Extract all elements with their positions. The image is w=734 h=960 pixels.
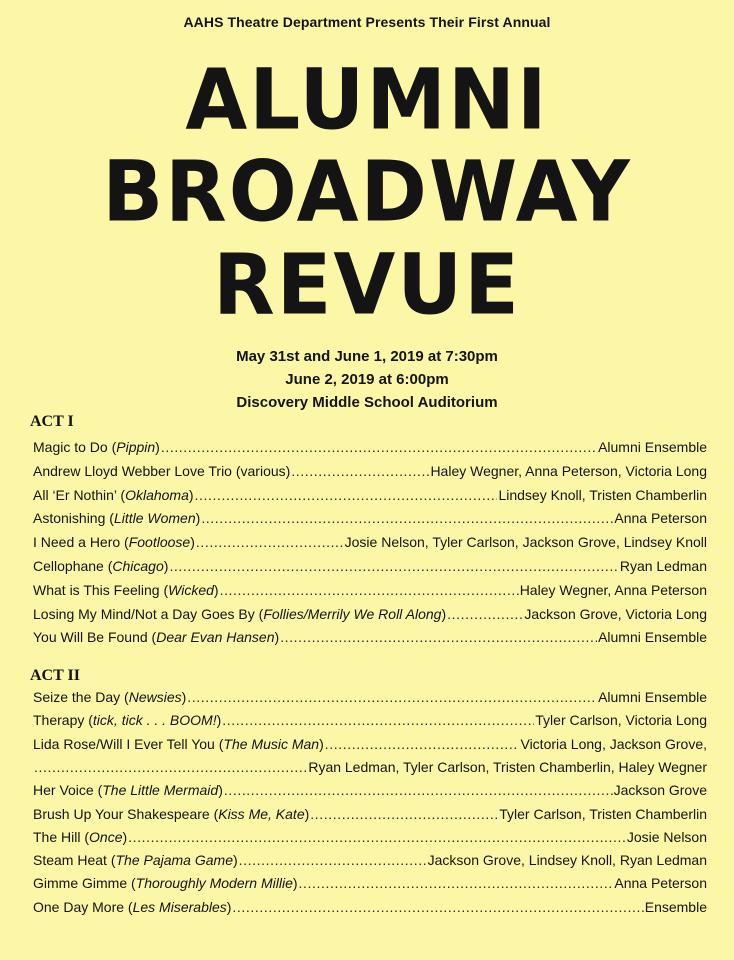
show-title: Pippin: [116, 439, 156, 455]
dot-leader: [447, 603, 523, 625]
dot-leader: [195, 484, 498, 506]
show-title: The Little Mermaid: [102, 782, 219, 799]
title-line-2: BROADWAY: [102, 142, 632, 241]
act-1-heading: ACT I: [30, 413, 74, 430]
song-title: Cellophane (Chicago): [33, 558, 169, 574]
performers: Josie Nelson: [626, 828, 707, 845]
performers: Anna Peterson: [614, 510, 707, 527]
show-title: Chicago: [112, 558, 164, 574]
program-row: [33, 531, 707, 553]
program-row: [33, 733, 707, 755]
show-title: Little Women: [113, 510, 196, 527]
performers: Jackson Grove, Lindsey Knoll, Ryan Ledman: [427, 852, 707, 869]
song-title: Gimme Gimme (Thoroughly Modern Millie): [33, 875, 298, 892]
performers: Josie Nelson, Tyler Carlson, Jackson Grove, Lindsey Knoll: [344, 534, 707, 551]
performers: Alumni Ensemble: [598, 629, 707, 646]
dot-leader: [310, 803, 498, 825]
performers: Lindsey Knoll, Tristen Chamberlin: [498, 486, 707, 503]
performers: Tyler Carlson, Victoria Long: [535, 712, 707, 729]
program-row: [33, 436, 707, 458]
performers: Ensemble: [644, 898, 707, 915]
dot-leader: [128, 826, 626, 848]
song-title: Losing My Mind/Not a Day Goes By (Follies/Merrily We Roll Along): [33, 605, 447, 622]
program-row: [33, 896, 707, 918]
performers: Alumni Ensemble: [598, 689, 707, 705]
program-row: [33, 507, 707, 529]
song-title: Magic to Do (Pippin): [33, 439, 160, 455]
program-row: [33, 460, 707, 482]
performers: Jackson Grove: [613, 782, 707, 799]
song-title: The Hill (Once): [33, 828, 128, 845]
song-title: Her Voice (The Little Mermaid): [33, 782, 223, 799]
dot-leader: [201, 507, 613, 529]
event-details: [0, 345, 734, 414]
dot-leader: [291, 460, 429, 482]
dot-leader: [161, 436, 597, 458]
dot-leader: [280, 626, 597, 648]
song-title: Lida Rose/Will I Ever Tell You (The Music Man): [33, 735, 324, 752]
show-title: Wicked: [168, 581, 214, 598]
performers: Victoria Long, Jackson Grove,: [520, 735, 707, 752]
program-row: [33, 603, 707, 625]
presenter-line: AAHS Theatre Department Presents Their First Annual: [183, 14, 551, 30]
dot-leader: [232, 896, 643, 918]
program-row: [33, 826, 707, 848]
performers: Jackson Grove, Victoria Long: [524, 605, 707, 622]
dot-leader: [325, 733, 520, 755]
performers: Haley Wegner, Anna Peterson: [519, 581, 707, 598]
dot-leader: [239, 849, 427, 871]
performers: Ryan Ledman, Tyler Carlson, Tristen Chamberlin, Haley Wegner: [308, 758, 707, 775]
show-title: tick, tick . . . BOOM!: [92, 712, 217, 729]
performers: Ryan Ledman: [619, 558, 707, 574]
show-title: Newsies: [128, 689, 182, 705]
title-line-3: REVUE: [213, 235, 521, 334]
song-title: Steam Heat (The Pajama Game): [33, 852, 238, 869]
date-line-2: June 2, 2019 at 6:00pm: [285, 371, 449, 388]
performers: Anna Peterson: [614, 875, 707, 892]
program-row: [33, 849, 707, 871]
performers: Haley Wegner, Anna Peterson, Victoria Long: [430, 462, 707, 479]
song-title: Brush Up Your Shakespeare (Kiss Me, Kate): [33, 805, 310, 822]
program-row: [33, 872, 707, 894]
program-row: [33, 756, 707, 778]
song-title: I Need a Hero (Footloose): [33, 534, 195, 551]
show-title: The Music Man: [223, 735, 320, 752]
performers: Alumni Ensemble: [598, 439, 707, 455]
performers: Tyler Carlson, Tristen Chamberlin: [499, 805, 707, 822]
show-title: Les Miserables: [132, 898, 227, 915]
song-title: One Day More (Les Miserables): [33, 898, 232, 915]
song-title: Astonishing (Little Women): [33, 510, 201, 527]
program-row: [33, 803, 707, 825]
program-row: [33, 555, 707, 577]
show-title: Dear Evan Hansen: [156, 629, 275, 646]
show-title: Follies/Merrily We Roll Along: [263, 605, 442, 622]
program-row: [33, 484, 707, 506]
show-title: The Pajama Game: [115, 852, 233, 869]
dot-leader: [196, 531, 344, 553]
show-title: Kiss Me, Kate: [218, 805, 305, 822]
song-title: Andrew Lloyd Webber Love Trio (various): [33, 462, 291, 479]
date-line-1: May 31st and June 1, 2019 at 7:30pm: [236, 348, 498, 365]
program-row: [33, 779, 707, 801]
program-row: [33, 579, 707, 601]
title-line-1: ALUMNI: [185, 50, 549, 149]
song-title: Therapy (tick, tick . . . BOOM!): [33, 712, 222, 729]
dot-leader: [187, 686, 597, 708]
dot-leader: [222, 709, 534, 731]
program-row: [33, 686, 707, 708]
dot-leader: [220, 579, 519, 601]
dot-leader: [34, 756, 307, 778]
program-row: [33, 626, 707, 648]
show-title: Oklahoma: [125, 486, 189, 503]
song-title: All ‘Er Nothin’ (Oklahoma): [33, 486, 194, 503]
song-title: You Will Be Found (Dear Evan Hansen): [33, 629, 280, 646]
act-2-heading: ACT II: [30, 667, 80, 684]
dot-leader: [299, 872, 614, 894]
show-title: Thoroughly Modern Millie: [135, 875, 293, 892]
program-row: [33, 709, 707, 731]
show-title: Once: [89, 828, 123, 845]
song-title: What is This Feeling (Wicked): [33, 581, 219, 598]
dot-leader: [169, 555, 618, 577]
venue-line: Discovery Middle School Auditorium: [236, 394, 498, 411]
song-title: Seize the Day (Newsies): [33, 689, 187, 705]
show-title: Footloose: [128, 534, 191, 551]
dot-leader: [224, 779, 613, 801]
